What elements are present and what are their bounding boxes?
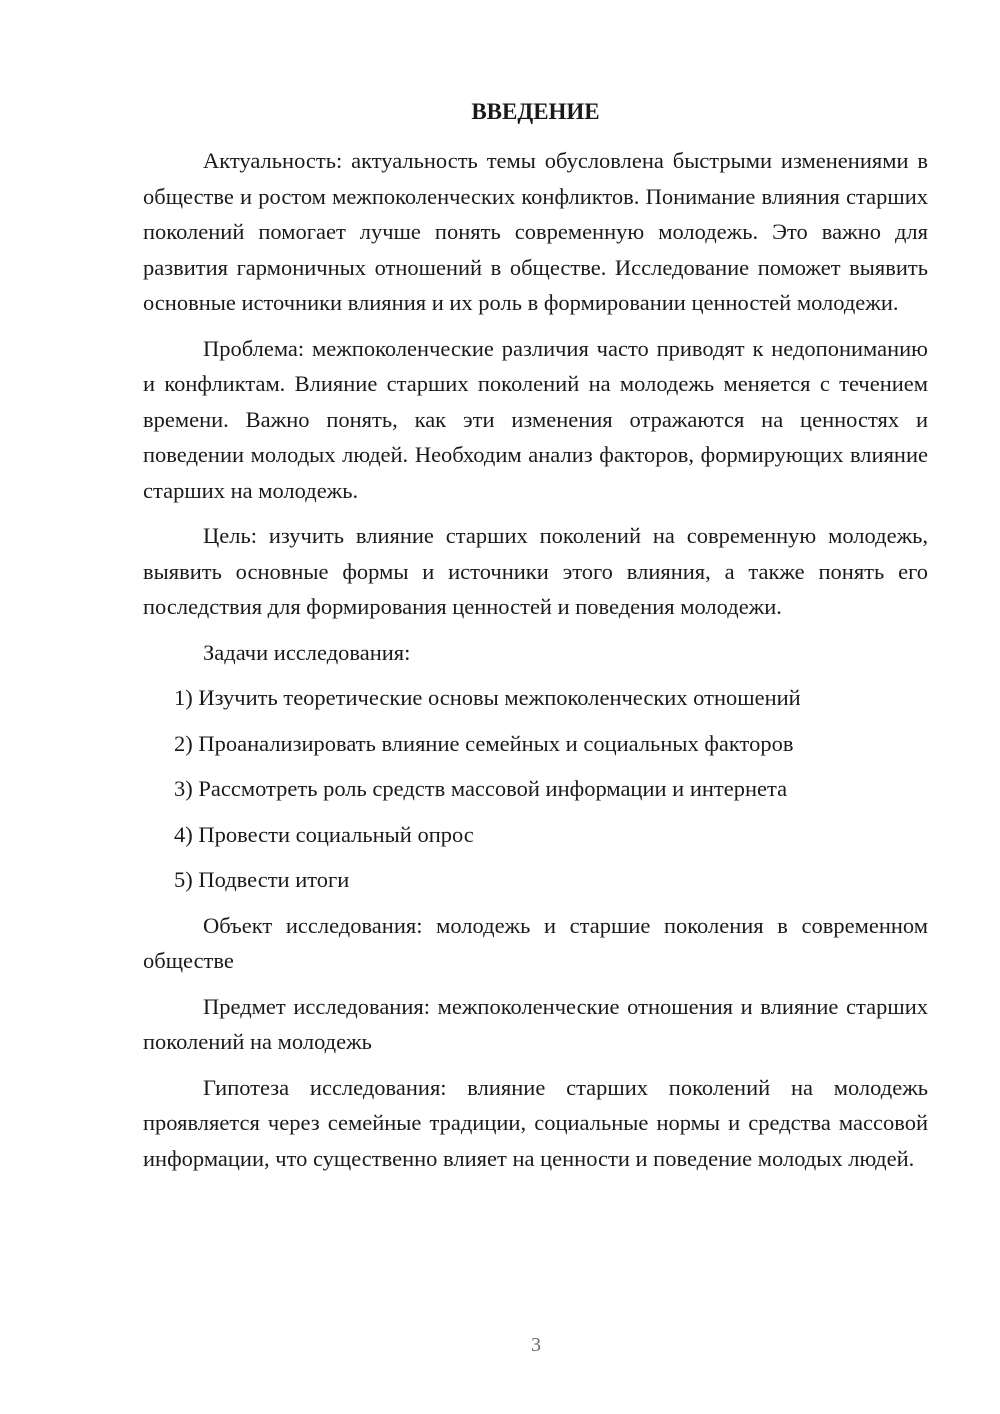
hypothesis-paragraph: Гипотеза исследования: влияние старших поколений на молодежь проявляется через семейные традиции, социальные нормы и средства массовой информации, что существенно влияет на ценности и поведение молодых людей. (143, 1074, 928, 1171)
task-item: 2) Проанализировать влияние семейных и социальных факторов (174, 730, 794, 756)
task-item: 1) Изучить теоретические основы межпоколенческих отношений (174, 685, 801, 710)
object-paragraph: Объект исследования: молодежь и старшие поколения в современном обществе (143, 912, 928, 973)
task-item: 5) Подвести итоги (174, 867, 350, 892)
relevance-paragraph: Актуальность: актуальность темы обусловлена быстрыми изменениями в обществе и ростом межпоколенческих конфликтов. Понимание влияния старших поколений помогает лучше понять современную молодежь. Это важно для развития гармоничных отношений в обществе. Исследование поможет выявить основные источники влияния и их роль в формировании ценностей молодежи. (143, 148, 928, 315)
document-title: ВВЕДЕНИЕ (471, 99, 600, 124)
problem-paragraph: Проблема: межпоколенческие различия часто приводят к недопониманию и конфликтам. Влияние старших поколений на молодежь меняется с течением времени. Важно понять, как эти изменения отражаются на ценностях и поведении молодых людей. Необходим анализ факторов, формирующих влияние старших на молодежь. (143, 335, 928, 503)
document-body (143, 94, 928, 1186)
goal-paragraph: Цель: изучить влияние старших поколений на современную молодежь, выявить основные формы и источники этого влияния, а также понять его последствия для формирования ценностей и поведения молодежи. (143, 523, 928, 619)
task-item: 3) Рассмотреть роль средств массовой информации и интернета (174, 776, 788, 801)
task-item: 4) Провести социальный опрос (174, 821, 474, 847)
tasks-list (143, 680, 928, 898)
tasks-heading: Задачи исследования: (203, 639, 411, 665)
subject-paragraph: Предмет исследования: межпоколенческие отношения и влияние старших поколений на молодежь (143, 993, 928, 1054)
page-number: 3 (531, 1334, 541, 1356)
